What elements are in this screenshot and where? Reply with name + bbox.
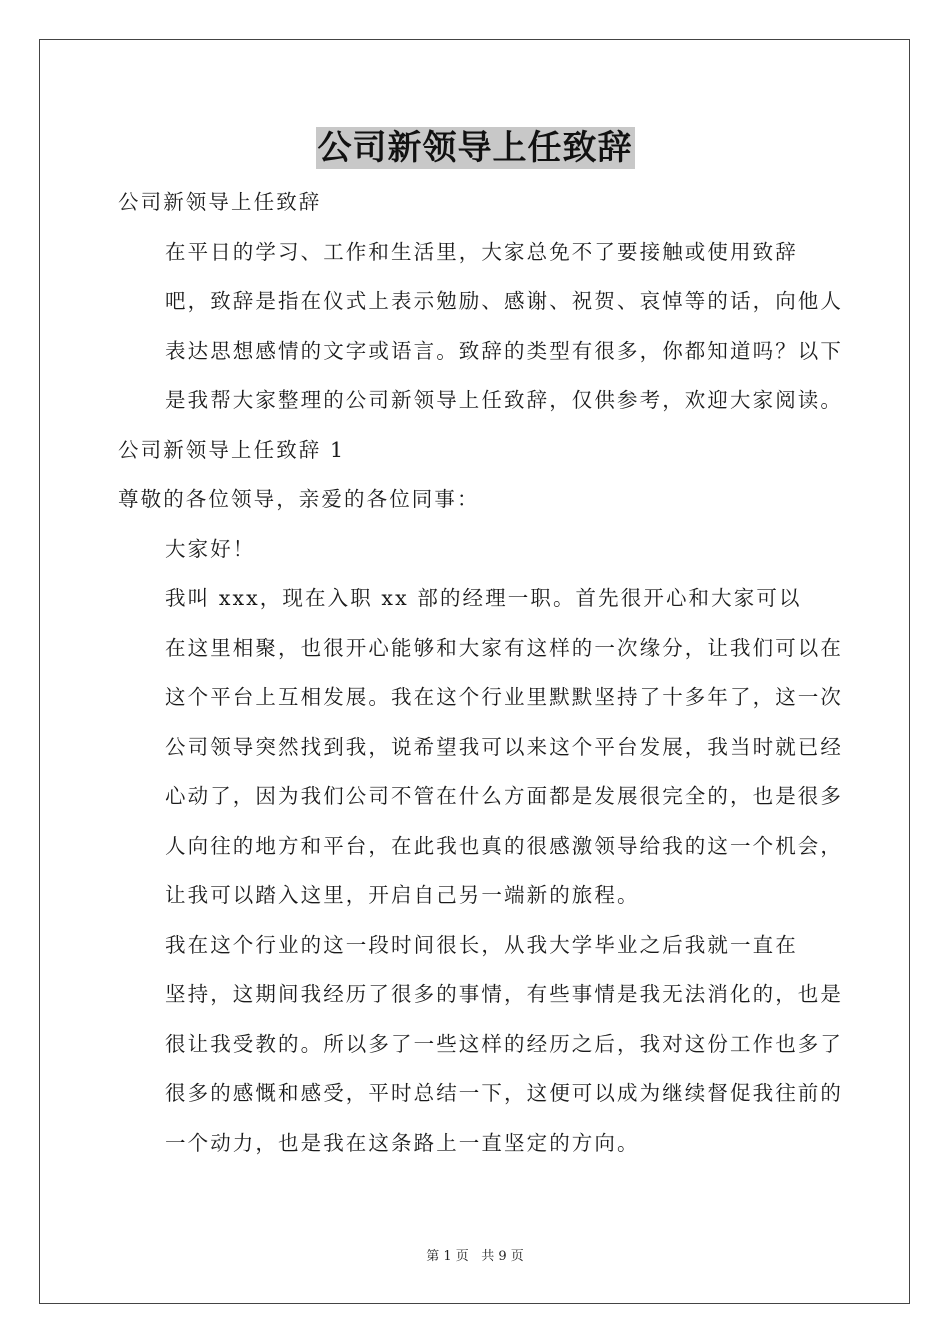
- intro-paragraph: [118, 228, 843, 426]
- paragraph-line: 人向往的地方和平台，在此我也真的很感激领导给我的这一个机会，: [165, 833, 843, 858]
- paragraph-line: 在这里相聚，也很开心能够和大家有这样的一次缘分，让我们可以在: [165, 635, 843, 660]
- paragraph-line: 这个平台上互相发展。我在这个行业里默默坚持了十多年了，这一次: [165, 685, 843, 709]
- page-number-footer: 第 1 页 共 9 页: [426, 1249, 524, 1264]
- intro-line: 是我帮大家整理的公司新领导上任致辞，仅供参考，欢迎大家阅读。: [165, 388, 843, 412]
- document-subtitle: 公司新领导上任致辞: [118, 190, 322, 214]
- paragraph-line: 让我可以踏入这里，开启自己另一端新的旅程。: [165, 883, 640, 907]
- paragraph-line: 我在这个行业的这一段时间很长，从我大学毕业之后我就一直在: [165, 932, 798, 957]
- salutation: 尊敬的各位领导，亲爱的各位同事：: [118, 487, 480, 511]
- paragraph-line: 很让我受教的。所以多了一些这样的经历之后，我对这份工作也多了: [165, 1031, 843, 1056]
- intro-line: 表达思想感情的文字或语言。致辞的类型有很多，你都知道吗？以下: [165, 338, 843, 363]
- paragraph-line: 很多的感慨和感受，平时总结一下，这便可以成为继续督促我往前的: [165, 1081, 843, 1105]
- document-title: [0, 127, 950, 169]
- document-body: [118, 178, 843, 1168]
- document-title-text: 公司新领导上任致辞: [317, 128, 633, 168]
- section-heading: 公司新领导上任致辞 1: [118, 437, 346, 462]
- body-paragraph-1: [118, 574, 843, 921]
- body-paragraph-2: [118, 921, 843, 1169]
- paragraph-line: 坚持，这期间我经历了很多的事情，有些事情是我无法消化的，也是: [165, 982, 843, 1006]
- intro-line: 吧，致辞是指在仪式上表示勉励、感谢、祝贺、哀悼等的话，向他人: [165, 289, 843, 313]
- paragraph-line: 一个动力，也是我在这条路上一直坚定的方向。: [165, 1130, 640, 1155]
- paragraph-line: 心动了，因为我们公司不管在什么方面都是发展很完全的，也是很多: [165, 784, 843, 808]
- paragraph-line: 我叫 xxx，现在入职 xx 部的经理一职。首先很开心和大家可以: [165, 586, 802, 610]
- greeting: 大家好！: [165, 536, 256, 561]
- intro-line: 在平日的学习、工作和生活里，大家总免不了要接触或使用致辞: [165, 239, 798, 264]
- paragraph-line: 公司领导突然找到我，说希望我可以来这个平台发展，我当时就已经: [165, 734, 843, 759]
